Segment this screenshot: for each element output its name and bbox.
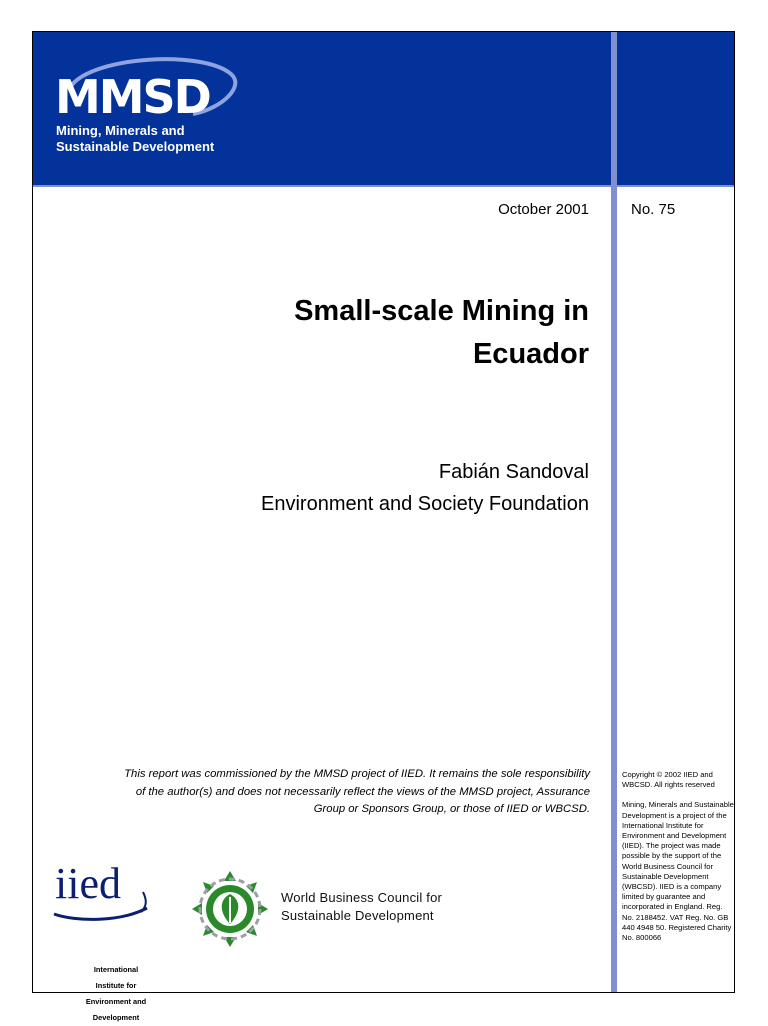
banner-divider (33, 185, 734, 187)
mmsd-logo-text: MMSD (55, 70, 210, 124)
header-banner (33, 32, 734, 185)
author-organization: Environment and Society Foundation (261, 493, 589, 515)
iied-swoosh-icon (51, 859, 161, 932)
iied-logo-text: iied (55, 859, 121, 908)
iied-caption: International Institute for Environment and Development (85, 965, 147, 1022)
author-block (261, 456, 589, 520)
report-cover (32, 31, 735, 1022)
wbcsd-name: World Business Council for Sustainable Development (281, 890, 443, 923)
sidebar-legal-text (622, 770, 734, 953)
vertical-divider (611, 32, 617, 992)
mmsd-logo-subtitle: Mining, Minerals and Sustainable Development (56, 123, 215, 154)
mmsd-logo (53, 52, 253, 162)
report-title: Small-scale Mining in Ecuador (294, 295, 589, 370)
author-name: Fabián Sandoval (438, 461, 589, 483)
publication-date: October 2001 (498, 201, 589, 218)
publication-number: No. 75 (631, 201, 676, 218)
wbcsd-emblem-icon (188, 867, 272, 951)
disclaimer-text: This report was commissioned by the MMSD project of IIED. It remains the sole responsibility of the author(s) and does not necessarily reflect the views of the MMSD project, Assurance Group or Sponsors Group, or those of IIED or WBCSD. (124, 768, 590, 815)
project-about: Mining, Minerals and Sustainable Development is a project of the International Institute for Environment and Development (IIED). The project was made possible by the support of the World Business Council for Sustainable Development (WBCSD). IIED is a company limited by guarantee and incorporated in England. Reg. No. 2188452. VAT Reg. No. GB 440 4948 50. Registered Charity No. 800066 (622, 800, 734, 943)
copyright-notice: Copyright © 2002 IIED and WBCSD. All rights reserved (622, 770, 715, 790)
